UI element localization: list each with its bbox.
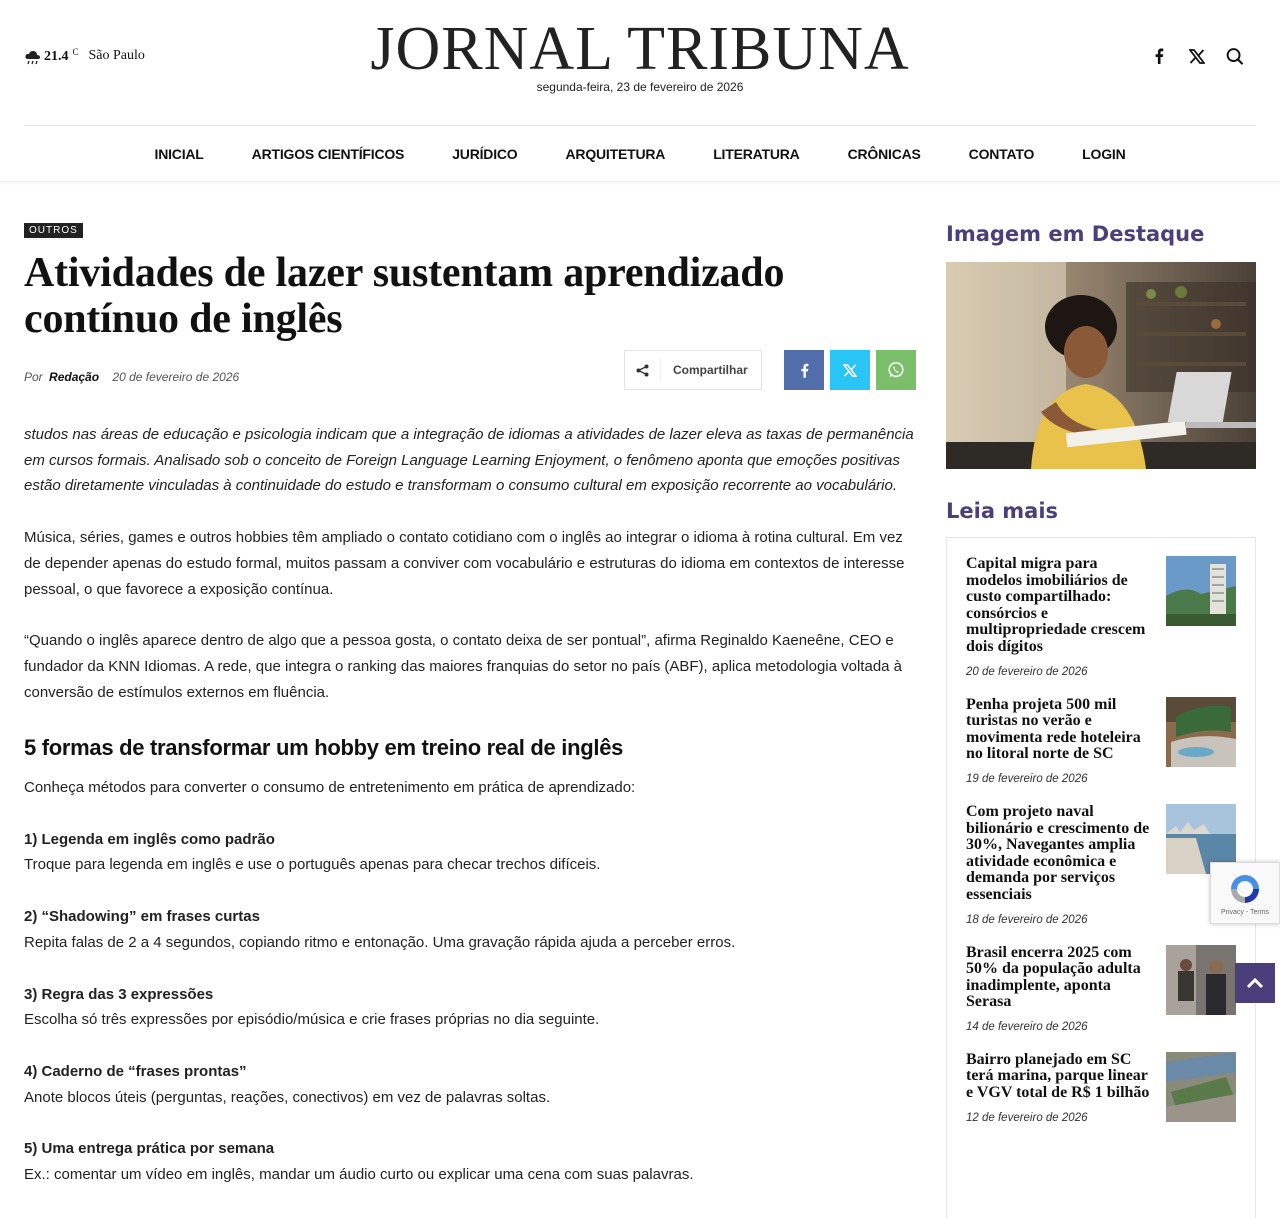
weather-unit: C	[72, 47, 79, 57]
share-whatsapp-button[interactable]	[876, 350, 916, 390]
publish-date: 20 de fevereiro de 2026	[112, 370, 240, 384]
nav-item-juridico[interactable]: JURÍDICO	[452, 145, 518, 162]
weather-city: São Paulo	[88, 48, 145, 63]
nav-item-cronicas[interactable]: CRÔNICAS	[847, 145, 921, 162]
post-thumbnail[interactable]	[1166, 697, 1236, 767]
nav-item-contato[interactable]: CONTATO	[968, 145, 1035, 162]
post-date: 20 de fevereiro de 2026	[966, 665, 1088, 678]
facebook-icon	[800, 363, 809, 378]
post-headline[interactable]: Brasil encerra 2025 com 50% da população adulta inadimplente, aponta Serasa	[966, 943, 1141, 1011]
post-headline[interactable]: Com projeto naval bilionário e crescimento de 30%, Navegantes amplia atividade econômica e demanda por serviços essenciais	[966, 802, 1150, 903]
share-facebook-button[interactable]	[784, 350, 824, 390]
header-date: segunda-feira, 23 de fevereiro de 2026	[536, 80, 744, 94]
article-paragraph: “Quando o inglês aparece dentro de algo que a pessoa gosta, o contato deixa de ser pontual”, afirma Reginaldo Kaeneêne, CEO e fundador da KNN Idiomas. A rede, que integra o ranking das maiores franquias do setor no país (ABF), aplica metodologia voltada à conversão de estímulos externos em fluência.	[24, 632, 903, 701]
facebook-icon[interactable]	[1150, 46, 1168, 66]
site-logo[interactable]: JORNAL TRIBUNA	[370, 15, 910, 83]
byline-prefix: Por	[24, 370, 43, 384]
list-item	[24, 1136, 916, 1187]
nav-item-artigos-cientificos[interactable]: ARTIGOS CIENTÍFICOS	[251, 145, 405, 162]
list-item	[24, 827, 916, 878]
post-date: 14 de fevereiro de 2026	[966, 1020, 1088, 1033]
post-thumbnail[interactable]	[1166, 1052, 1236, 1122]
post-thumbnail[interactable]	[1166, 556, 1236, 626]
article-body	[24, 422, 916, 1188]
read-more-section	[946, 499, 1256, 1218]
article-meta	[24, 370, 239, 384]
article-subheading: 5 formas de transformar um hobby em treino real de inglês	[24, 735, 624, 761]
nav-item-arquitetura[interactable]: ARQUITETURA	[565, 145, 666, 162]
back-to-top-button[interactable]	[1235, 963, 1275, 1003]
nav-item-inicial[interactable]: INICIAL	[154, 145, 204, 162]
list-item[interactable]	[966, 697, 1236, 785]
search-icon[interactable]	[1226, 46, 1244, 66]
list-item	[24, 982, 916, 1033]
main-nav	[0, 126, 1280, 182]
weather-temperature: 21.4	[44, 49, 69, 64]
share-x-button[interactable]	[830, 350, 870, 390]
list-item-title: 5) Uma entrega prática por semana	[24, 1140, 275, 1158]
recaptcha-links[interactable]: Privacy - Terms	[1220, 908, 1270, 916]
share-icon	[625, 359, 661, 381]
list-item	[24, 904, 916, 955]
chevron-up-icon	[1246, 977, 1264, 989]
post-headline[interactable]: Penha projeta 500 mil turistas no verão e movimenta rede hoteleira no litoral norte de SC	[966, 695, 1141, 763]
list-item-text: Troque para legenda em inglês e use o português apenas para checar trechos difíceis.	[24, 856, 601, 874]
list-item[interactable]	[966, 945, 1236, 1033]
site-header	[0, 0, 1280, 125]
list-item[interactable]	[966, 1052, 1236, 1124]
list-item-text: Escolha só três expressões por episódio/música e crie frases próprias no dia seguinte.	[24, 1011, 600, 1029]
recaptcha-badge[interactable]	[1210, 862, 1280, 924]
list-item-title: 4) Caderno de “frases prontas”	[24, 1062, 247, 1080]
nav-item-login[interactable]: LOGIN	[1082, 145, 1126, 162]
list-item	[24, 1059, 916, 1110]
article-meta-row	[24, 350, 916, 400]
article-lead: studos nas áreas de educação e psicologia indicam que a integração de idiomas a atividades de lazer eleva as taxas de permanência em cursos formais. Analisado sob o conceito de Foreign Language Learning Enjoyment, o fenômeno aponta que emoções positivas estão diretamente vinculadas à continuidade do estudo e transformam o consumo cultural em exposição recorrente ao vocabulário.	[24, 426, 914, 495]
featured-image[interactable]	[946, 262, 1256, 469]
recaptcha-icon	[1227, 871, 1263, 907]
article-paragraph: Música, séries, games e outros hobbies têm ampliado o contato cotidiano com o inglês ao integrar o idioma à rotina cultural. Em vez de depender apenas do estudo formal, muitos passam a conviver com vocabulário e estruturas do idioma em contextos de interesse pessoal, o que favorece a exposição contínua.	[24, 529, 905, 598]
list-item-text: Anote blocos úteis (perguntas, reações, conectivos) em vez de palavras soltas.	[24, 1088, 551, 1106]
list-item-text: Repita falas de 2 a 4 segundos, copiando ritmo e entonação. Uma gravação rápida ajuda a perceber erros.	[24, 933, 736, 951]
article	[24, 220, 916, 1214]
list-item-text: Ex.: comentar um vídeo em inglês, mandar um áudio curto ou explicar uma cena com suas palavras.	[24, 1166, 694, 1184]
x-icon	[843, 364, 857, 377]
article-title: Atividades de lazer sustentam aprendizado contínuo de inglês	[24, 250, 785, 342]
post-headline[interactable]: Capital migra para modelos imobiliários de custo compartilhado: consórcios e multipropriedade crescem dois dígitos	[966, 555, 1146, 655]
author-link[interactable]: Redação	[49, 370, 100, 384]
share-label: Compartilhar	[673, 363, 748, 377]
read-more-heading: Leia mais	[946, 499, 1059, 523]
list-item[interactable]	[966, 804, 1236, 926]
post-date: 18 de fevereiro de 2026	[966, 913, 1088, 926]
sidebar	[946, 222, 1256, 1218]
post-headline[interactable]: Bairro planejado em SC terá marina, parque linear e VGV total de R$ 1 bilhão	[966, 1050, 1150, 1102]
list-item-title: 1) Legenda em inglês como padrão	[24, 830, 275, 848]
list-item-title: 3) Regra das 3 expressões	[24, 985, 214, 1003]
header-icons	[1150, 46, 1244, 66]
nav-item-literatura[interactable]: LITERATURA	[713, 145, 800, 162]
post-date: 12 de fevereiro de 2026	[966, 1111, 1088, 1124]
list-item[interactable]	[966, 556, 1236, 678]
article-paragraph: Conheça métodos para converter o consumo de entretenimento em prática de aprendizado:	[24, 779, 636, 797]
share-button[interactable]	[624, 350, 762, 390]
post-thumbnail[interactable]	[1166, 945, 1236, 1015]
whatsapp-icon	[887, 361, 905, 379]
featured-image-heading: Imagem em Destaque	[946, 222, 1205, 246]
post-date: 19 de fevereiro de 2026	[966, 772, 1088, 785]
category-badge[interactable]: OUTROS	[24, 223, 83, 238]
x-icon[interactable]	[1188, 46, 1206, 66]
list-item-title: 2) “Shadowing” em frases curtas	[24, 908, 260, 926]
